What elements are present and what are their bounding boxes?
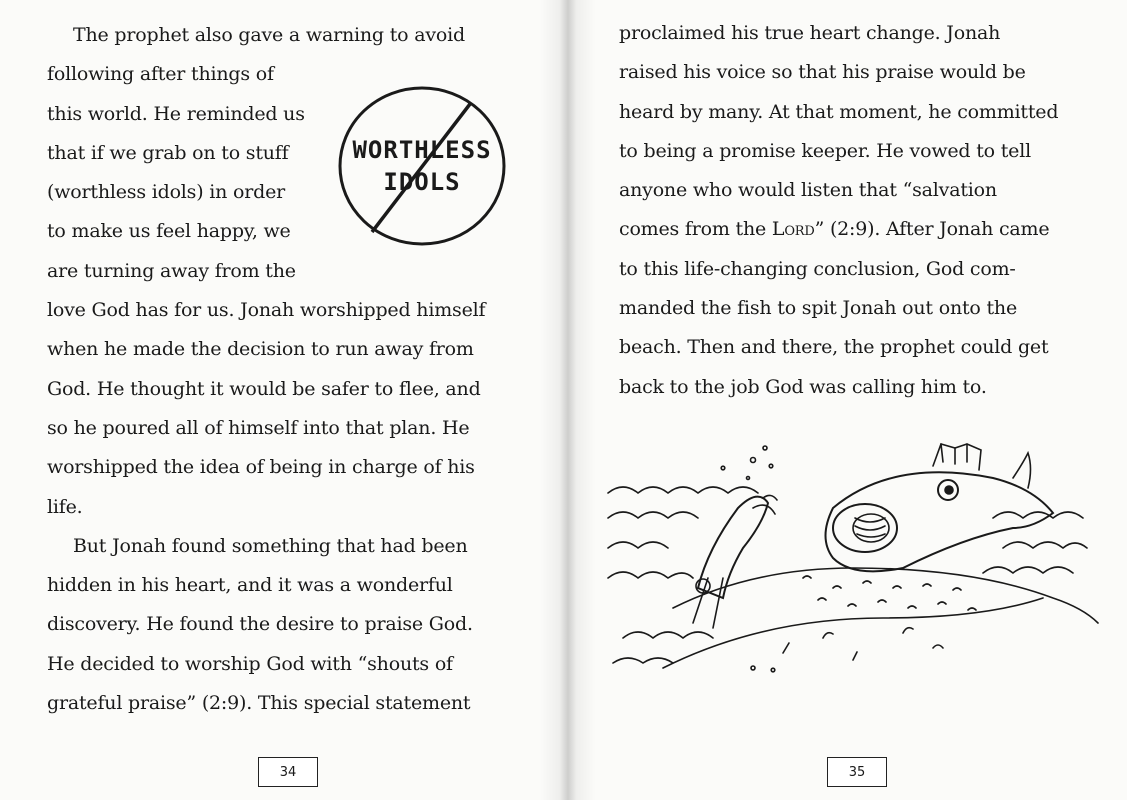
text-line: to this life-changing conclusion, God com- (619, 257, 1016, 280)
text-line: love God has for us. Jonah worshipped himself (47, 299, 486, 322)
text-line: The prophet also gave a warning to avoid (73, 24, 465, 46)
lord-small-caps: Lord (771, 218, 815, 241)
right-page-text (619, 14, 1058, 407)
text-line: life. (47, 495, 83, 518)
text-line: worshipped the idea of being in charge of his (47, 456, 475, 479)
text-line: God. He thought it would be safer to flee, and (47, 377, 481, 400)
text-line: following after things of (47, 63, 274, 86)
page-number-right: 35 (827, 757, 887, 787)
text-line: raised his voice so that his praise would be (619, 61, 1026, 84)
text-line: this world. He reminded us (47, 102, 305, 125)
emblem-line-1: WORTHLESS (352, 136, 492, 164)
text-line: to being a promise keeper. He vowed to tell (619, 139, 1031, 162)
text-line: that if we grab on to stuff (47, 141, 289, 164)
text-line: beach. Then and there, the prophet could get (619, 336, 1049, 359)
text-line: back to the job God was calling him to. (619, 375, 987, 398)
text-line: He decided to worship God with “shouts of (47, 652, 453, 675)
text-line: to make us feel happy, we (47, 220, 291, 243)
text-line: grateful praise” (2:9). This special statement (47, 692, 471, 715)
page-number-left: 34 (258, 757, 318, 787)
lord-line-after: ” (2:9). After Jonah came (814, 218, 1050, 241)
text-line: hidden in his heart, and it was a wonderful (47, 574, 453, 597)
lord-line-before: comes from the (619, 218, 772, 241)
text-line: so he poured all of himself into that plan. He (47, 416, 470, 439)
text-line: proclaimed his true heart change. Jonah (619, 22, 1001, 44)
text-line: anyone who would listen that “salvation (619, 179, 997, 202)
fish-spitting-jonah-illustration (603, 438, 1103, 688)
text-line: when he made the decision to run away from (47, 338, 474, 361)
text-line: But Jonah found something that had been (73, 534, 468, 557)
text-line: discovery. He found the desire to praise God. (47, 613, 473, 636)
text-line: (worthless idols) in order (47, 181, 286, 204)
text-line-lord (619, 210, 1058, 249)
text-line: manded the fish to spit Jonah out onto the (619, 297, 1018, 320)
emblem-line-2: IDOLS (383, 168, 461, 196)
no-idols-emblem-icon (332, 82, 512, 250)
text-line: heard by many. At that moment, he committed (619, 100, 1059, 123)
text-line: are turning away from the (47, 259, 296, 282)
